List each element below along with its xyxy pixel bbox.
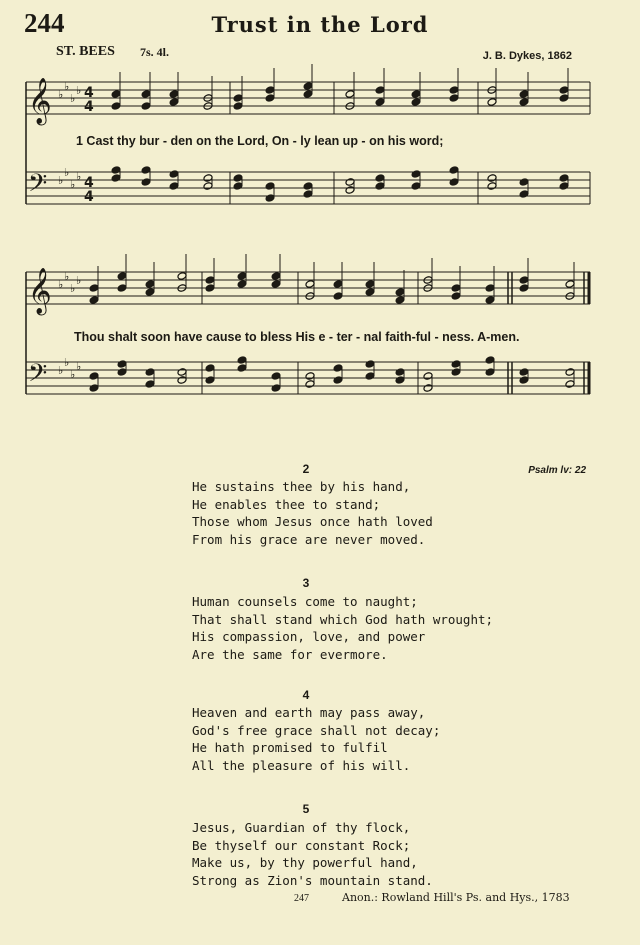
notehead xyxy=(305,380,315,389)
lyrics-line-1: 1 Cast thy bur - den on the Lord, On - ly lean up - on his word; xyxy=(76,134,444,148)
notehead xyxy=(451,292,461,301)
svg-text:♭: ♭ xyxy=(58,364,64,377)
notehead xyxy=(559,182,569,191)
notehead xyxy=(449,94,459,103)
svg-text:4: 4 xyxy=(84,85,94,101)
notehead xyxy=(169,90,179,99)
verse-line: All the pleasure of his will. xyxy=(192,757,411,773)
notehead xyxy=(169,170,179,179)
svg-text:𝄢: 𝄢 xyxy=(28,359,48,394)
notehead xyxy=(565,368,575,377)
notehead xyxy=(89,372,99,381)
notehead xyxy=(519,190,529,199)
notehead xyxy=(205,376,215,385)
notehead xyxy=(411,98,421,107)
notehead xyxy=(237,280,247,289)
verse-line: Human counsels come to naught; xyxy=(192,594,418,609)
verse-3 xyxy=(192,593,493,663)
notehead xyxy=(111,174,121,183)
notehead xyxy=(145,380,155,389)
verse-line: He sustains thee by his hand, xyxy=(192,479,411,494)
svg-text:♭: ♭ xyxy=(64,270,70,283)
notehead xyxy=(519,284,529,293)
notehead xyxy=(117,272,127,281)
notehead xyxy=(395,376,405,385)
notehead xyxy=(117,368,127,377)
svg-text:𝄞: 𝄞 xyxy=(28,268,52,314)
notehead xyxy=(559,174,569,183)
notehead xyxy=(449,86,459,95)
notehead xyxy=(141,90,151,99)
notehead xyxy=(205,364,215,373)
verse-line: His compassion, love, and power xyxy=(192,629,426,644)
verse-line: Make us, by thy powerful hand, xyxy=(192,855,418,870)
notehead xyxy=(305,372,315,381)
notehead xyxy=(559,94,569,103)
composer: J. B. Dykes, 1862 xyxy=(482,50,572,62)
notehead xyxy=(519,178,529,187)
notehead xyxy=(89,384,99,393)
notehead xyxy=(519,98,529,107)
tune-name: ST. BEES xyxy=(56,44,115,59)
notehead xyxy=(345,178,355,187)
notehead xyxy=(271,280,281,289)
svg-text:♭: ♭ xyxy=(76,170,82,183)
notehead xyxy=(449,178,459,187)
page-number: 244 xyxy=(24,8,65,38)
notehead xyxy=(345,90,355,99)
notehead xyxy=(411,90,421,99)
notehead xyxy=(395,288,405,297)
notehead xyxy=(559,86,569,95)
notehead xyxy=(365,360,375,369)
svg-text:♭: ♭ xyxy=(64,356,70,369)
notehead xyxy=(233,174,243,183)
treble-clef-icon: 𝄞 xyxy=(28,78,52,124)
verse-number: 2 xyxy=(302,462,310,476)
bass-clef-icon: 𝄢 xyxy=(28,169,48,204)
scripture-reference: Psalm lv: 22 xyxy=(528,465,586,476)
notehead xyxy=(177,376,187,385)
svg-text:4: 4 xyxy=(84,99,94,115)
svg-text:♭: ♭ xyxy=(70,178,76,191)
svg-text:4: 4 xyxy=(84,175,94,191)
verse-number: 4 xyxy=(302,688,310,702)
notehead xyxy=(519,368,529,377)
svg-text:♭: ♭ xyxy=(76,360,82,373)
notehead xyxy=(141,166,151,175)
notehead xyxy=(411,170,421,179)
notehead xyxy=(203,174,213,183)
notehead xyxy=(141,102,151,111)
notehead xyxy=(487,174,497,183)
notehead xyxy=(485,284,495,293)
verse-4 xyxy=(192,704,440,774)
notehead xyxy=(333,292,343,301)
notehead xyxy=(333,280,343,289)
svg-text:♭: ♭ xyxy=(64,80,70,93)
verse-line: That shall stand which God hath wrought; xyxy=(192,611,494,627)
notehead xyxy=(365,280,375,289)
notehead xyxy=(237,356,247,365)
notehead xyxy=(169,98,179,107)
svg-text:♭: ♭ xyxy=(70,92,76,105)
verse-number: 5 xyxy=(302,802,310,816)
verse-5 xyxy=(192,819,433,889)
notehead xyxy=(411,182,421,191)
svg-text:4: 4 xyxy=(84,189,94,205)
svg-text:♭: ♭ xyxy=(58,174,64,187)
notehead xyxy=(89,296,99,305)
notehead xyxy=(485,356,495,365)
hymn-title: Trust in the Lord xyxy=(211,12,429,37)
svg-text:♭: ♭ xyxy=(76,274,82,287)
notehead xyxy=(303,190,313,199)
verse-line: Jesus, Guardian of thy flock, xyxy=(192,820,411,835)
notehead xyxy=(451,284,461,293)
notehead xyxy=(487,182,497,191)
attribution: Anon.: Rowland Hill's Ps. and Hys., 1783 xyxy=(342,891,570,904)
verse-line: He hath promised to fulfil xyxy=(192,740,388,755)
notehead xyxy=(271,384,281,393)
notehead xyxy=(565,380,575,389)
svg-text:♭: ♭ xyxy=(76,84,82,97)
notehead xyxy=(141,178,151,187)
tune-meter: 7s. 4l. xyxy=(140,45,170,59)
notehead xyxy=(365,288,375,297)
verse-line: Be thyself our constant Rock; xyxy=(192,837,411,853)
verse-number: 3 xyxy=(302,576,310,590)
verse-line: Are the same for evermore. xyxy=(192,646,388,662)
notehead xyxy=(375,98,385,107)
notehead xyxy=(169,182,179,191)
verse-2 xyxy=(192,478,433,548)
notehead xyxy=(423,384,433,393)
verse-line: Those whom Jesus once hath loved xyxy=(192,514,433,529)
footer-hymn-number: 247 xyxy=(294,893,309,904)
notehead xyxy=(177,368,187,377)
verse-line: From his grace are never moved. xyxy=(192,531,426,547)
notehead xyxy=(205,284,215,293)
notehead xyxy=(177,272,187,281)
verse-line: He enables thee to stand; xyxy=(192,496,381,512)
notehead xyxy=(449,166,459,175)
svg-text:♭: ♭ xyxy=(70,282,76,295)
notehead xyxy=(205,276,215,285)
notehead xyxy=(485,368,495,377)
notehead xyxy=(395,296,405,305)
notehead xyxy=(265,86,275,95)
notehead xyxy=(485,296,495,305)
notehead xyxy=(375,174,385,183)
lyrics-line-2: Thou shalt soon have cause to bless His e - ter - nal faith-ful - ness. A-men. xyxy=(74,330,520,344)
notehead xyxy=(111,90,121,99)
notehead xyxy=(305,280,315,289)
notehead xyxy=(303,90,313,99)
notehead xyxy=(145,368,155,377)
verse-line: Strong as Zion's mountain stand. xyxy=(192,872,433,888)
notehead xyxy=(233,182,243,191)
notehead xyxy=(265,182,275,191)
notehead xyxy=(237,272,247,281)
notehead xyxy=(89,284,99,293)
notehead xyxy=(265,94,275,103)
svg-text:♭: ♭ xyxy=(70,368,76,381)
notehead xyxy=(111,102,121,111)
notehead xyxy=(395,368,405,377)
notehead xyxy=(519,376,529,385)
svg-text:♭: ♭ xyxy=(64,166,70,179)
notehead xyxy=(487,98,497,107)
svg-text:♭: ♭ xyxy=(58,278,64,291)
notehead xyxy=(237,364,247,373)
notehead xyxy=(233,102,243,111)
notehead xyxy=(117,284,127,293)
notehead xyxy=(145,288,155,297)
notehead xyxy=(519,90,529,99)
notehead xyxy=(265,194,275,203)
notehead xyxy=(271,372,281,381)
notehead xyxy=(333,364,343,373)
notehead xyxy=(565,280,575,289)
notehead xyxy=(519,276,529,285)
notehead xyxy=(451,368,461,377)
verse-line: Heaven and earth may pass away, xyxy=(192,705,426,720)
notehead xyxy=(203,182,213,191)
notehead xyxy=(375,182,385,191)
notehead xyxy=(333,376,343,385)
verse-line: God's free grace shall not decay; xyxy=(192,722,441,738)
notehead xyxy=(423,372,433,381)
notehead xyxy=(451,360,461,369)
notehead xyxy=(365,372,375,381)
notehead xyxy=(303,182,313,191)
notehead xyxy=(145,280,155,289)
notehead xyxy=(271,272,281,281)
svg-text:♭: ♭ xyxy=(58,88,64,101)
notehead xyxy=(233,94,243,103)
notehead xyxy=(117,360,127,369)
notehead xyxy=(375,86,385,95)
notehead xyxy=(345,186,355,195)
notehead xyxy=(303,82,313,91)
notehead xyxy=(111,166,121,175)
